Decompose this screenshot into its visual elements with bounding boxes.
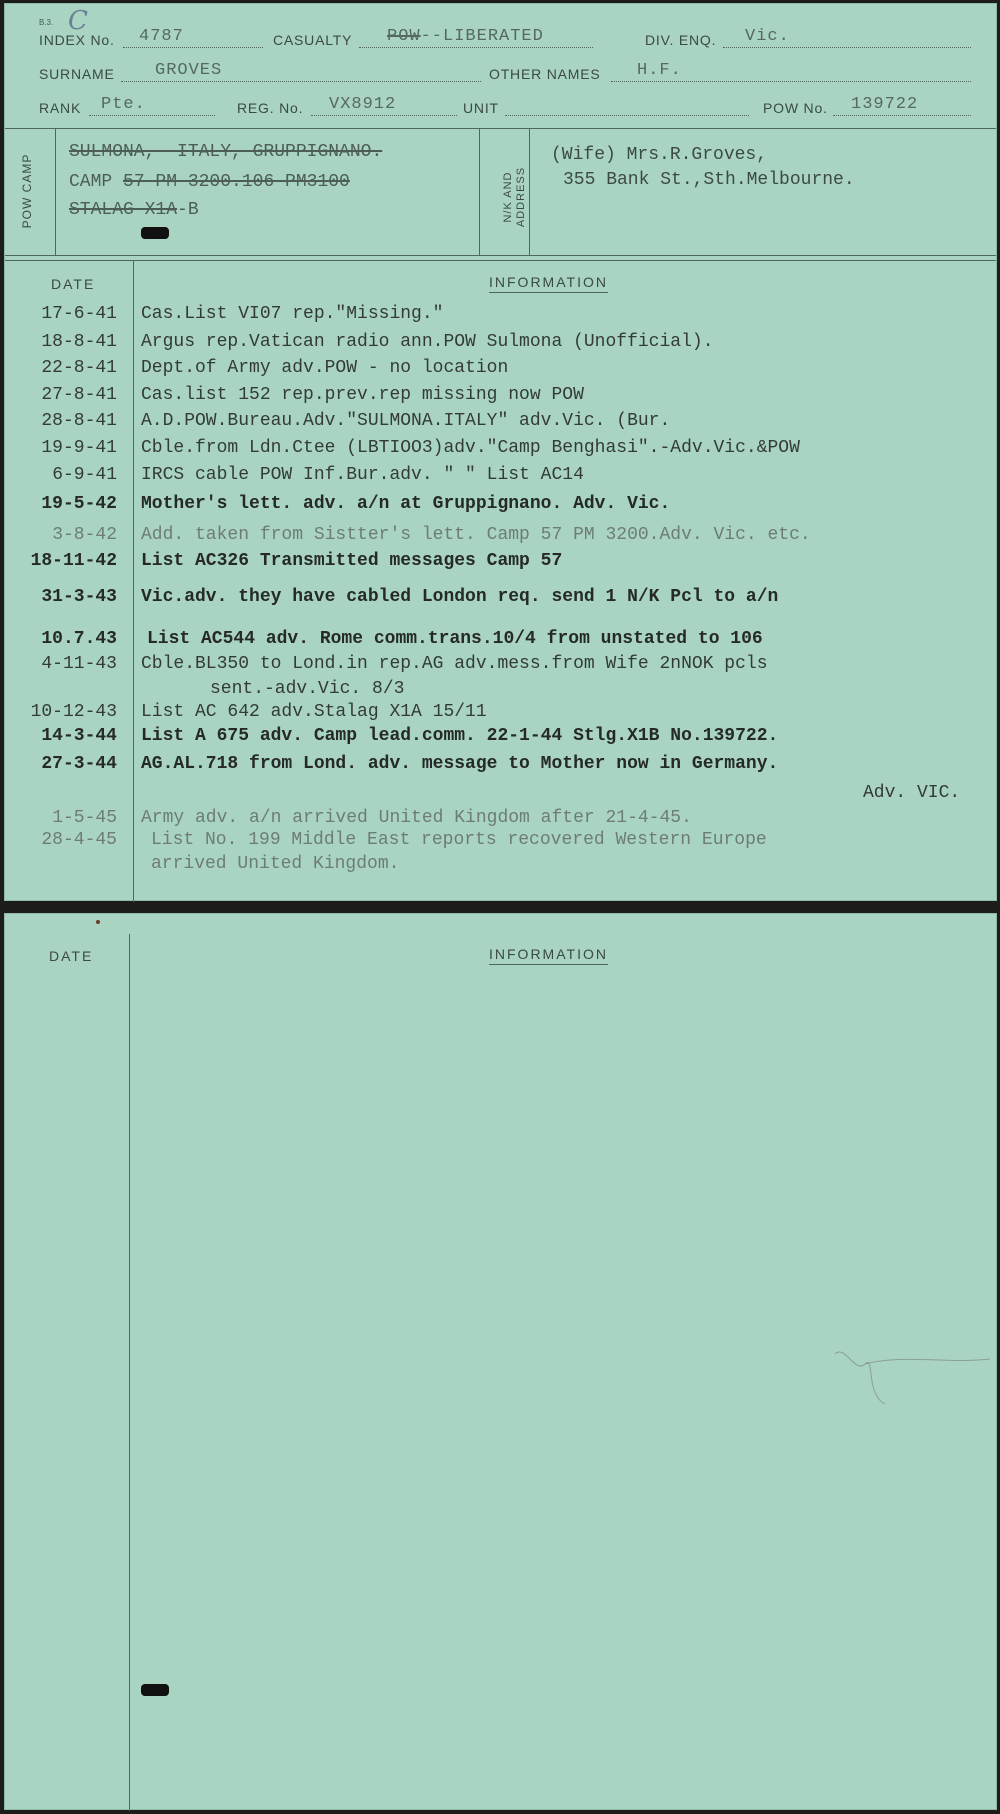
entry-text: Cble.BL350 to Lond.in rep.AG adv.mess.from Wife 2nNOK pcls <box>141 654 768 674</box>
camp-line-2 <box>69 172 350 192</box>
camp-line-2-struck: 57-PM-3200.106 PM3100 <box>123 172 350 192</box>
entry-date: 22-8-41 <box>41 358 117 378</box>
nk-right-rule <box>529 128 530 256</box>
nk-address-label <box>502 147 528 247</box>
pow-camp-left-rule <box>55 128 56 256</box>
camp-line-2-prefix: CAMP <box>69 172 124 192</box>
entry-date: 18-11-42 <box>30 551 117 571</box>
entry-date: 4-11-43 <box>41 654 117 674</box>
form-code: B.3. <box>39 18 54 27</box>
address-line-1: (Wife) Mrs.R.Groves, <box>551 145 768 165</box>
unit-line <box>505 94 749 116</box>
back-information-column-header: INFORMATION <box>489 946 608 965</box>
entry-date: 10-12-43 <box>30 702 117 722</box>
surname-label: SURNAME <box>39 66 115 82</box>
rank-value: Pte. <box>101 95 146 114</box>
entry-text: Cble.from Ldn.Ctee (LBTIOO3)adv."Camp Benghasi".-Adv.Vic.&POW <box>141 438 800 458</box>
section-rule-upper <box>5 255 996 256</box>
camp-line-3 <box>69 200 199 220</box>
casualty-label: CASUALTY <box>273 32 353 48</box>
ink-blot <box>141 227 169 239</box>
entry-text: Adv. VIC. <box>863 783 961 803</box>
entry-text: arrived United Kingdom. <box>151 854 400 874</box>
entry-date: 27-8-41 <box>41 385 117 405</box>
header-row-rank <box>39 90 968 120</box>
pencil-scribble-icon <box>825 1334 995 1414</box>
handwritten-mark: C <box>68 6 88 36</box>
entry-text: AG.AL.718 from Lond. adv. message to Mother now in Germany. <box>141 754 779 774</box>
date-column-header: DATE <box>51 276 96 292</box>
back-date-column-header: DATE <box>49 948 94 964</box>
reg-no-label: REG. No. <box>237 100 304 116</box>
camp-line-1 <box>69 142 382 162</box>
entry-text: Argus rep.Vatican radio ann.POW Sulmona (Unofficial). <box>141 332 714 352</box>
header-row-index <box>39 22 968 52</box>
nk-label-line-2: ADDRESS <box>515 166 527 228</box>
entry-date: 17-6-41 <box>41 304 117 324</box>
entry-text: Army adv. a/n arrived United Kingdom after 21-4-45. <box>141 808 692 828</box>
casualty-struck: POW <box>387 27 421 46</box>
unit-label: UNIT <box>463 100 499 116</box>
entry-text: Mother's lett. adv. a/n at Gruppignano. Adv. Vic. <box>141 494 671 514</box>
rank-label: RANK <box>39 100 82 116</box>
record-card-back <box>4 913 997 1810</box>
entry-date: 28-8-41 <box>41 411 117 431</box>
entry-text: List AC 642 adv.Stalag X1A 15/11 <box>141 702 487 722</box>
section-rule-lower <box>5 260 996 261</box>
entry-text: Cas.List VI07 rep."Missing." <box>141 304 444 324</box>
div-enq-value: Vic. <box>745 27 790 46</box>
casualty-value <box>387 27 544 46</box>
entry-text: sent.-adv.Vic. 8/3 <box>210 679 405 699</box>
reg-no-value: VX8912 <box>329 95 397 114</box>
address-line-2: 355 Bank St.,Sth.Melbourne. <box>563 170 855 190</box>
entry-text: A.D.POW.Bureau.Adv."SULMONA.ITALY" adv.Vic. (Bur. <box>141 411 671 431</box>
date-column-rule <box>133 260 134 902</box>
index-value: 4787 <box>139 27 184 46</box>
entry-date: 10.7.43 <box>41 629 117 649</box>
pow-camp-label: POW CAMP <box>20 153 34 229</box>
entry-date: 28-4-45 <box>41 830 117 850</box>
entry-text: IRCS cable POW Inf.Bur.adv. " " List AC14 <box>141 465 584 485</box>
entry-text: Vic.adv. they have cabled London req. send 1 N/K Pcl to a/n <box>141 587 779 607</box>
camp-line-3-tail: -B <box>177 200 199 220</box>
information-column-header: INFORMATION <box>489 274 608 293</box>
div-enq-label: DIV. ENQ. <box>645 32 717 48</box>
pow-no-value: 139722 <box>851 95 919 114</box>
nk-left-rule <box>479 128 480 256</box>
entry-text: List AC544 adv. Rome comm.trans.10/4 from unstated to 106 <box>147 629 763 649</box>
entry-text: List A 675 adv. Camp lead.comm. 22-1-44 Stlg.X1B No.139722. <box>141 726 779 746</box>
header-rule <box>5 128 996 129</box>
record-card-front <box>4 3 997 901</box>
surname-value: GROVES <box>155 61 223 80</box>
entry-date: 14-3-44 <box>41 726 117 746</box>
pow-no-label: POW No. <box>763 100 828 116</box>
entry-text: Dept.of Army adv.POW - no location <box>141 358 509 378</box>
casualty-status: --LIBERATED <box>420 27 544 46</box>
back-date-column-rule <box>129 934 130 1811</box>
entry-date: 3-8-42 <box>52 525 117 545</box>
index-label: INDEX No. <box>39 32 115 48</box>
entry-date: 1-5-45 <box>52 808 117 828</box>
back-ink-blot <box>141 1684 169 1696</box>
entry-date: 19-5-42 <box>41 494 117 514</box>
camp-line-1-text: SULMONA,--ITALY, GRUPPIGNANO. <box>69 142 383 162</box>
camp-line-3-struck: STALAG X1A <box>69 200 178 220</box>
header-row-surname <box>39 56 968 86</box>
nk-label-line-1: N/K AND <box>502 171 514 223</box>
entry-date: 31-3-43 <box>41 587 117 607</box>
entry-date: 6-9-41 <box>52 465 117 485</box>
entry-text: Add. taken from Sistter's lett. Camp 57 PM 3200.Adv. Vic. etc. <box>141 525 811 545</box>
other-names-value: H.F. <box>637 61 682 80</box>
entry-text: List No. 199 Middle East reports recovered Western Europe <box>151 830 767 850</box>
entry-text: List AC326 Transmitted messages Camp 57 <box>141 551 563 571</box>
other-names-label: OTHER NAMES <box>489 66 601 82</box>
entry-date: 19-9-41 <box>41 438 117 458</box>
entry-text: Cas.list 152 rep.prev.rep missing now POW <box>141 385 584 405</box>
dot-mark <box>96 920 100 924</box>
entry-date: 27-3-44 <box>41 754 117 774</box>
entry-date: 18-8-41 <box>41 332 117 352</box>
